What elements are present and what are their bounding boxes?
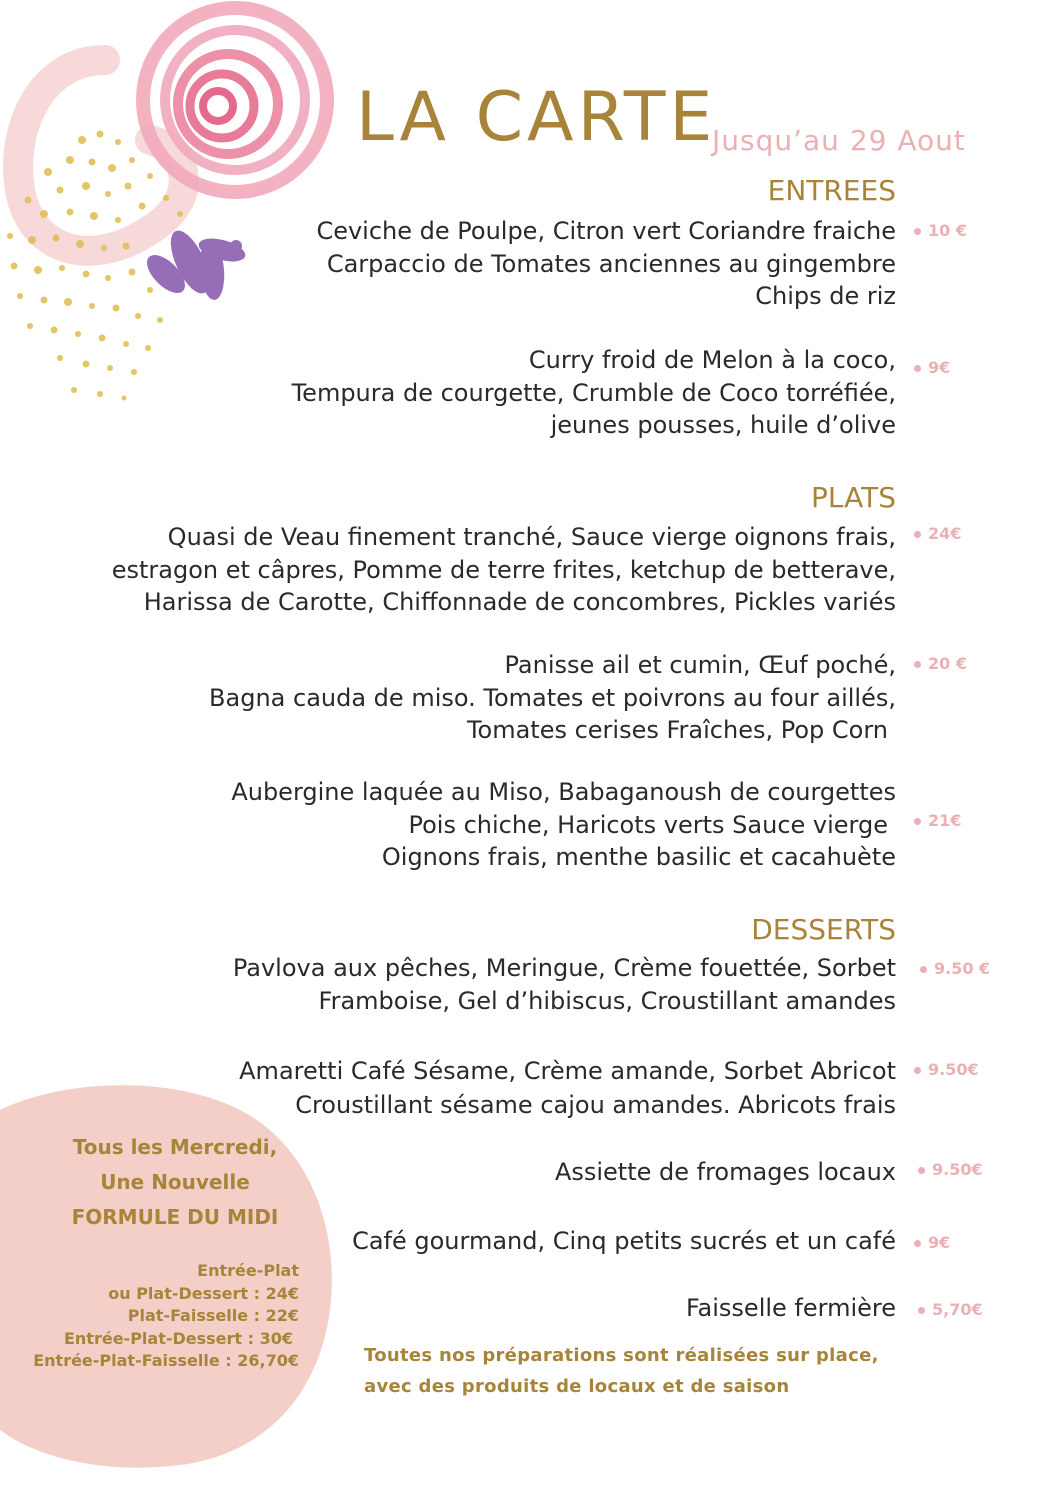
bullet-dot-icon [914, 661, 921, 668]
dish-line: Curry froid de Melon à la coco, [528, 346, 896, 374]
formula-line: Entrée-Plat [197, 1261, 299, 1280]
menu-item [292, 344, 896, 442]
price-value: 21€ [928, 811, 962, 830]
formula-line: ou Plat-Dessert : 24€ [108, 1283, 299, 1303]
dish-line: jeunes pousses, huile d’olive [550, 411, 896, 439]
dish-line: Aubergine laquée au Miso, Babaganoush de courgettes [231, 778, 896, 806]
menu-item [112, 521, 896, 619]
price-tag [914, 221, 967, 240]
promo-heading [40, 1130, 310, 1235]
dish-line: Croustillant sésame cajou amandes. Abricots frais [295, 1091, 896, 1119]
dish-line: Café gourmand, Cinq petits sucrés et un café [352, 1227, 896, 1255]
dish-line: Harissa de Carotte, Chiffonnade de concombres, Pickles variés [143, 588, 896, 616]
price-tag [918, 1300, 983, 1319]
bullet-dot-icon [920, 966, 927, 973]
dish-line: Faisselle fermière [685, 1294, 896, 1322]
bullet-dot-icon [914, 1067, 921, 1074]
footer-note [364, 1340, 879, 1402]
bullet-dot-icon [918, 1167, 925, 1174]
dish-line: Pavlova aux pêches, Meringue, Crème fouettée, Sorbet [232, 954, 896, 982]
menu-item [352, 1225, 896, 1258]
price-value: 9.50€ [932, 1160, 983, 1179]
dish-line: Pois chiche, Haricots verts Sauce vierge [408, 810, 888, 839]
price-tag [918, 1160, 983, 1179]
bullet-dot-icon [914, 228, 921, 235]
section-heading-plats: PLATS [811, 481, 896, 514]
section-heading-entrees: ENTREES [767, 174, 896, 207]
price-tag [914, 1233, 950, 1252]
promo-heading-line: Une Nouvelle [100, 1170, 250, 1194]
price-tag [914, 811, 961, 830]
price-tag [914, 1060, 979, 1079]
dish-line: Carpaccio de Tomates anciennes au gingembre [326, 249, 896, 278]
price-tag [914, 358, 950, 377]
menu-item [686, 1292, 896, 1325]
price-value: 20 € [928, 654, 967, 673]
dish-line: Amaretti Café Sésame, Crème amande, Sorbet Abricot [239, 1057, 896, 1085]
bullet-dot-icon [914, 365, 921, 372]
price-tag [914, 654, 967, 673]
bullet-dot-icon [914, 818, 921, 825]
dish-line: Chips de riz [755, 282, 896, 310]
dish-line: Quasi de Veau finement tranché, Sauce vierge oignons frais, [167, 523, 896, 551]
formula-line: Entrée-Plat-Dessert : 30€ [63, 1328, 293, 1348]
menu-item [316, 215, 896, 313]
price-value: 9€ [928, 358, 951, 377]
page-subtitle: Jusqu’au 29 Aout [712, 124, 966, 157]
price-value: 24€ [928, 524, 962, 543]
formula-line: Entrée-Plat-Faisselle : 26,70€ [33, 1351, 299, 1370]
dish-line: Panisse ail et cumin, Œuf poché, [504, 651, 896, 679]
price-tag [920, 959, 990, 978]
dish-line: Assiette de fromages locaux [554, 1158, 896, 1186]
page-title: LA CARTE [356, 78, 717, 157]
dish-line: estragon et câpres, Pomme de terre frites, ketchup de betterave, [111, 555, 896, 584]
dish-line: Framboise, Gel d’hibiscus, Croustillant amandes [318, 986, 896, 1015]
dish-line: Tempura de courgette, Crumble de Coco torréfiée, [291, 378, 896, 407]
footer-line: avec des produits de locaux et de saison [364, 1376, 790, 1397]
price-value: 5,70€ [932, 1300, 983, 1319]
promo-heading-line: FORMULE DU MIDI [71, 1205, 279, 1229]
dish-line: Oignons frais, menthe basilic et cacahuète [381, 843, 896, 871]
promo-formulas [33, 1260, 299, 1373]
price-value: 10 € [928, 221, 967, 240]
menu-item [231, 776, 896, 874]
menu-item [209, 649, 896, 747]
footer-line: Toutes nos préparations sont réalisées sur place, [364, 1345, 879, 1366]
menu-item [555, 1156, 896, 1189]
bullet-dot-icon [918, 1307, 925, 1314]
price-value: 9.50 € [934, 959, 991, 978]
bullet-dot-icon [914, 531, 921, 538]
dish-line: Ceviche de Poulpe, Citron vert Coriandre fraiche [316, 217, 896, 245]
menu-item [233, 952, 896, 1017]
price-value: 9€ [928, 1233, 951, 1252]
dish-line: Tomates cerises Fraîches, Pop Corn [466, 716, 888, 744]
section-heading-desserts: DESSERTS [751, 913, 896, 946]
promo-heading-line: Tous les Mercredi, [72, 1135, 278, 1159]
price-value: 9.50€ [928, 1060, 979, 1079]
bullet-dot-icon [914, 1240, 921, 1247]
dish-line: Bagna cauda de miso. Tomates et poivrons au four aillés, [209, 683, 896, 712]
price-tag [914, 524, 961, 543]
formula-line: Plat-Faisselle : 22€ [127, 1306, 299, 1325]
